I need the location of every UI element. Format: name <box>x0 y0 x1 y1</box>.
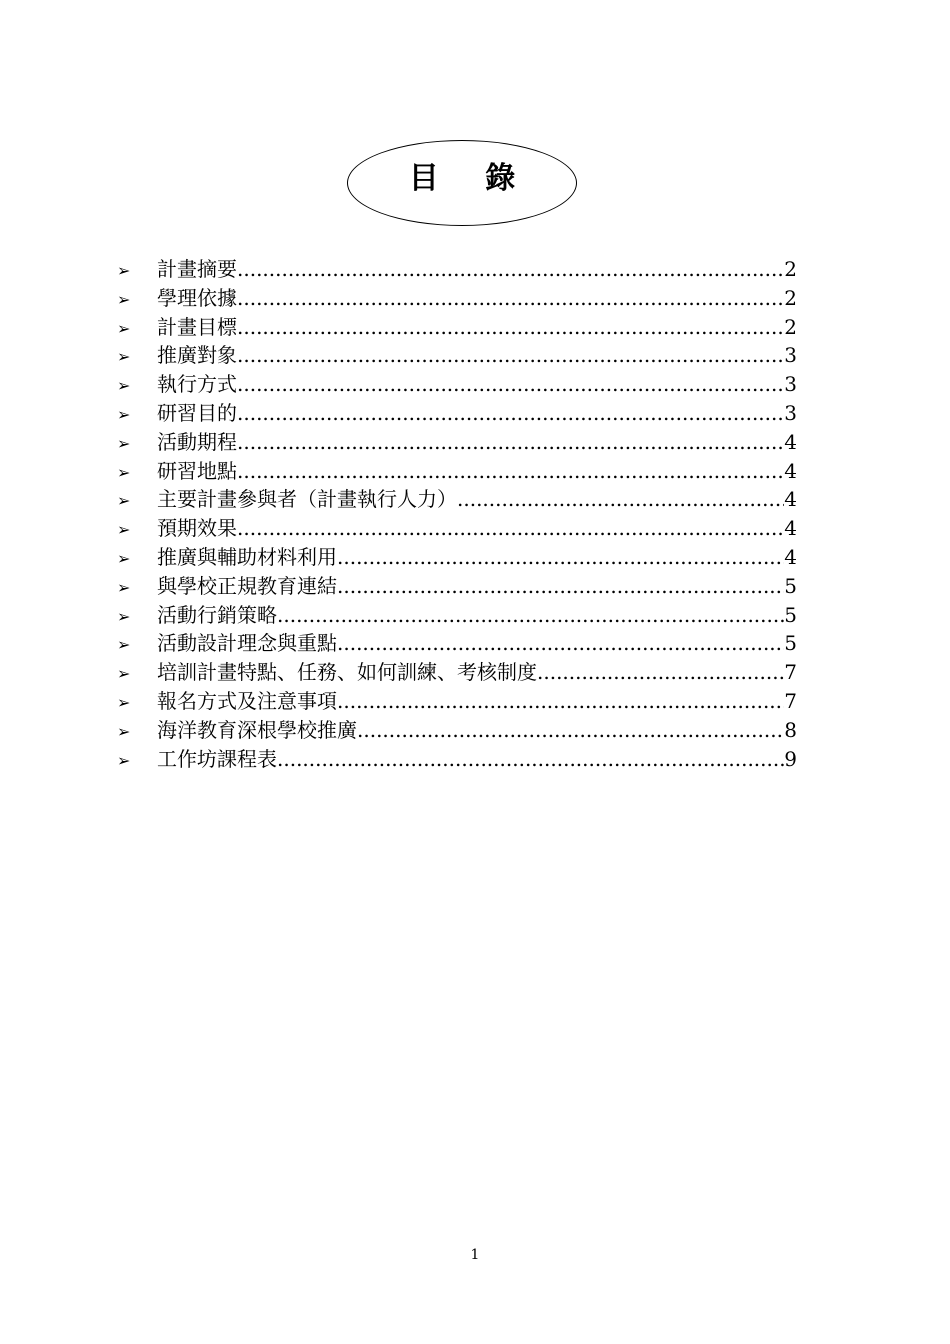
toc-leader-dots <box>337 543 784 572</box>
toc-entry-label: 計畫摘要 <box>157 257 237 281</box>
toc-entry[interactable] <box>117 399 797 428</box>
toc-entry-page: 4 <box>784 516 797 541</box>
toc-entry-page: 3 <box>784 400 797 425</box>
toc-entry-label: 預期效果 <box>157 516 237 541</box>
toc-entry[interactable] <box>117 745 797 774</box>
toc-entry-label: 計畫目標 <box>157 314 237 339</box>
toc-entry[interactable] <box>117 572 797 601</box>
arrow-bullet-icon: ➢ <box>117 520 131 540</box>
toc-entry-label: 研習地點 <box>157 458 237 483</box>
toc-entry-label: 推廣對象 <box>157 343 237 368</box>
page-number: 1 <box>470 1247 480 1263</box>
arrow-bullet-icon: ➢ <box>117 721 131 741</box>
toc-entry[interactable] <box>117 543 797 572</box>
toc-entry-page: 2 <box>784 285 797 310</box>
toc-leader-dots <box>237 370 784 399</box>
toc-entry-page: 5 <box>784 573 797 598</box>
toc-entry-page: 8 <box>784 717 797 742</box>
toc-entry-label: 報名方式及注意事項 <box>157 688 337 713</box>
toc-entry-label: 活動期程 <box>157 429 237 454</box>
toc-leader-dots <box>237 514 784 543</box>
toc-leader-dots <box>237 313 784 342</box>
arrow-bullet-icon: ➢ <box>117 548 131 568</box>
arrow-bullet-icon: ➢ <box>117 606 131 626</box>
toc-entry[interactable] <box>117 658 797 687</box>
toc-leader-dots <box>337 687 784 716</box>
toc-leader-dots <box>237 255 784 284</box>
toc-entry-page: 3 <box>784 372 797 397</box>
toc-entry[interactable] <box>117 370 797 399</box>
toc-leader-dots <box>337 572 784 601</box>
toc-entry-label: 海洋教育深根學校推廣 <box>157 717 357 742</box>
toc-entry-page: 4 <box>784 429 797 454</box>
toc-entry-page: 2 <box>784 314 797 339</box>
toc-entry-page: 4 <box>784 487 797 512</box>
toc-entry-label: 培訓計畫特點、任務、如何訓練、考核制度 <box>157 660 537 685</box>
toc-entry-page: 5 <box>784 631 797 656</box>
toc-entry[interactable] <box>117 629 797 658</box>
toc-entry[interactable] <box>117 687 797 716</box>
toc-entry[interactable] <box>117 716 797 745</box>
arrow-bullet-icon: ➢ <box>117 289 131 309</box>
table-of-contents <box>117 255 797 773</box>
toc-entry[interactable] <box>117 514 797 543</box>
arrow-bullet-icon: ➢ <box>117 635 131 655</box>
toc-entry-label: 與學校正規教育連結 <box>157 573 337 598</box>
toc-entry-page: 7 <box>784 688 797 713</box>
toc-entry-label: 主要計畫參與者（計畫執行人力） <box>157 487 457 512</box>
toc-leader-dots <box>237 284 784 313</box>
arrow-bullet-icon: ➢ <box>117 692 131 712</box>
toc-entry-page: 9 <box>784 746 797 771</box>
toc-entry-label: 學理依據 <box>157 285 237 310</box>
toc-leader-dots <box>237 399 784 428</box>
toc-entry-label: 工作坊課程表 <box>157 746 277 771</box>
arrow-bullet-icon: ➢ <box>117 750 131 770</box>
toc-leader-dots <box>357 716 784 745</box>
toc-entry-page: 4 <box>784 458 797 483</box>
toc-leader-dots <box>537 658 784 687</box>
toc-entry[interactable] <box>117 313 797 342</box>
toc-entry[interactable] <box>117 428 797 457</box>
toc-entry-page: 5 <box>784 602 797 627</box>
toc-entry[interactable] <box>117 284 797 313</box>
toc-leader-dots <box>237 341 784 370</box>
arrow-bullet-icon: ➢ <box>117 404 131 424</box>
arrow-bullet-icon: ➢ <box>117 347 131 367</box>
arrow-bullet-icon: ➢ <box>117 664 131 684</box>
arrow-bullet-icon: ➢ <box>117 462 131 482</box>
toc-entry-label: 研習目的 <box>157 400 237 425</box>
toc-entry[interactable] <box>117 457 797 486</box>
toc-leader-dots <box>277 745 784 774</box>
toc-entry-page: 2 <box>784 257 797 281</box>
arrow-bullet-icon: ➢ <box>117 577 131 597</box>
toc-entry[interactable] <box>117 601 797 630</box>
toc-leader-dots <box>457 485 784 514</box>
arrow-bullet-icon: ➢ <box>117 376 131 396</box>
arrow-bullet-icon: ➢ <box>117 318 131 338</box>
toc-entry[interactable] <box>117 341 797 370</box>
toc-entry-label: 活動行銷策略 <box>157 602 277 627</box>
toc-entry-label: 推廣與輔助材料利用 <box>157 544 337 569</box>
toc-entry[interactable] <box>117 255 797 284</box>
toc-entry-page: 7 <box>784 660 797 685</box>
toc-entry-label: 執行方式 <box>157 372 237 397</box>
arrow-bullet-icon: ➢ <box>117 433 131 453</box>
toc-entry-page: 4 <box>784 544 797 569</box>
arrow-bullet-icon: ➢ <box>117 261 131 280</box>
toc-leader-dots <box>277 601 784 630</box>
arrow-bullet-icon: ➢ <box>117 491 131 511</box>
toc-leader-dots <box>237 428 784 457</box>
page-title: 目 錄 <box>408 161 534 196</box>
toc-entry[interactable] <box>117 485 797 514</box>
toc-leader-dots <box>237 457 784 486</box>
toc-leader-dots <box>337 629 784 658</box>
toc-entry-label: 活動設計理念與重點 <box>157 631 337 656</box>
toc-entry-page: 3 <box>784 343 797 368</box>
